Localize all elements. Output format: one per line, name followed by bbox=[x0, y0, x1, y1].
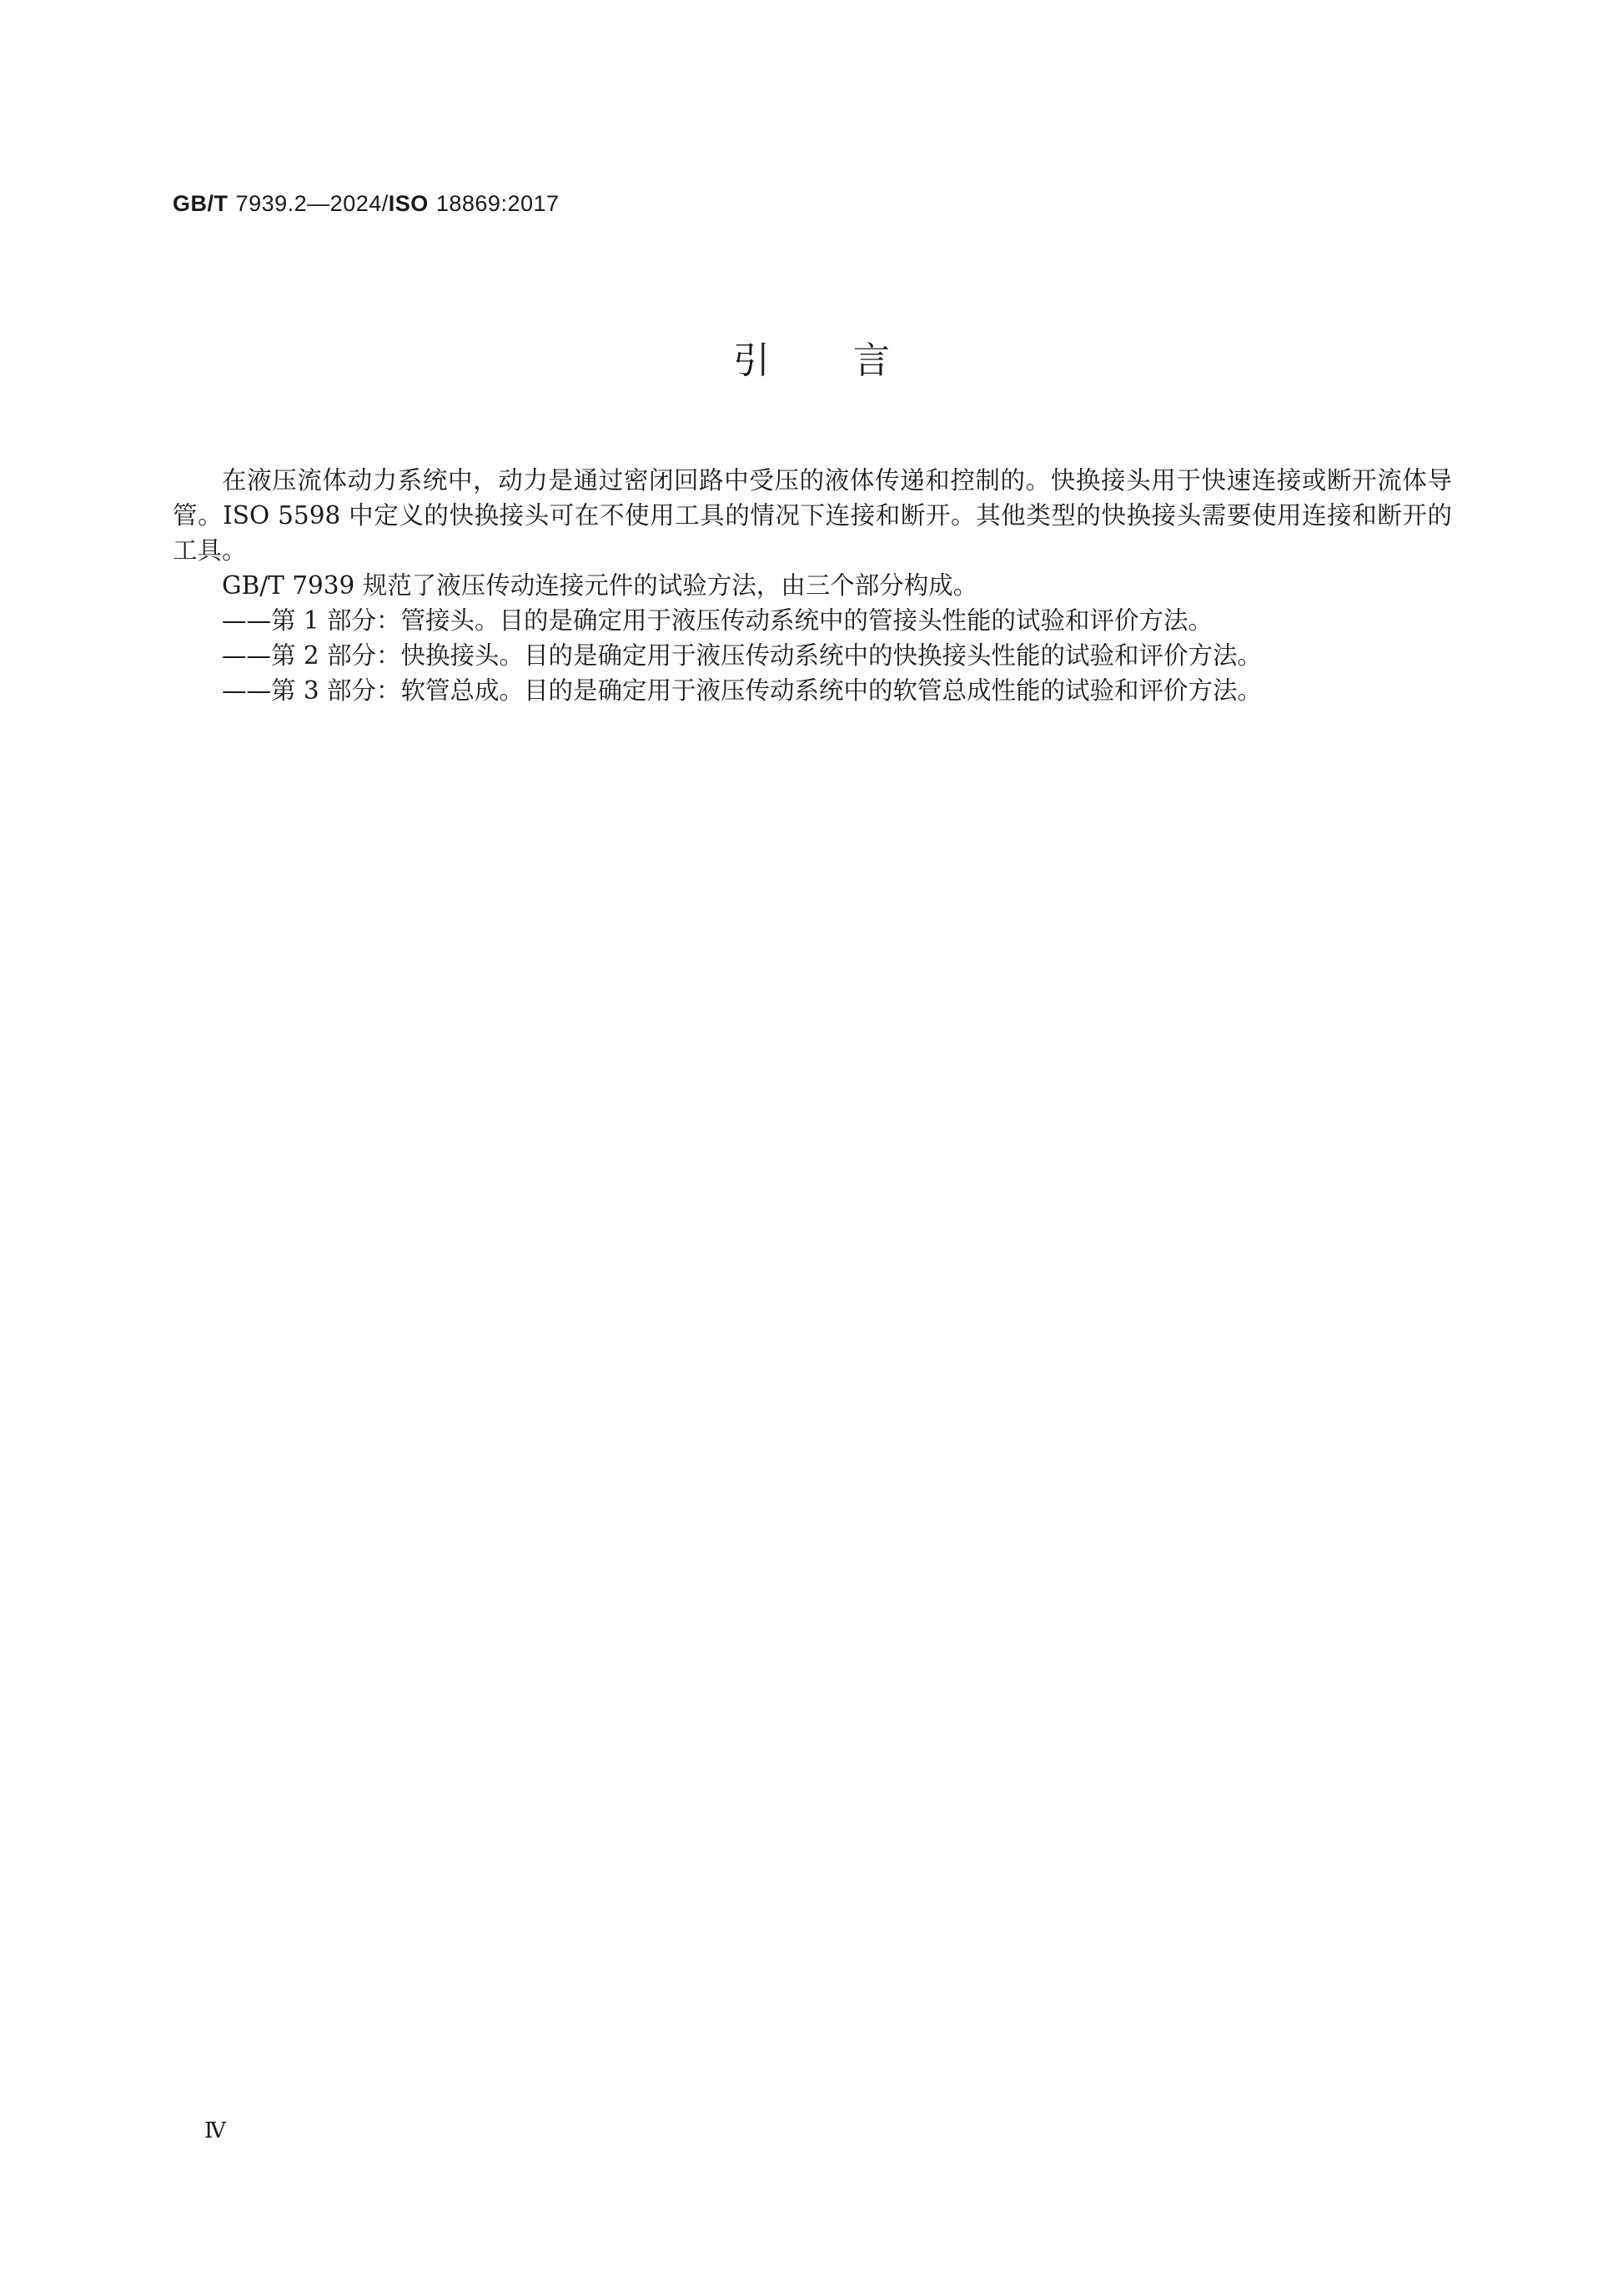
part-list-item: ——第 1 部分：管接头。目的是确定用于液压传动系统中的管接头性能的试验和评价方法。 bbox=[222, 606, 1213, 635]
part-list-item: ——第 2 部分：快换接头。目的是确定用于液压传动系统中的快换接头性能的试验和评价方法。 bbox=[222, 641, 1263, 670]
structure-paragraph: GB/T 7939 规范了液压传动连接元件的试验方法，由三个部分构成。 bbox=[222, 571, 978, 600]
section-title: 引言 bbox=[733, 339, 973, 382]
part-list-item: ——第 3 部分：软管总成。目的是确定用于液压传动系统中的软管总成性能的试验和评价方法。 bbox=[222, 676, 1263, 705]
standard-number: 7939.2—2024/ bbox=[235, 191, 389, 216]
standard-header bbox=[173, 191, 560, 217]
intro-paragraph: 在液压流体动力系统中，动力是通过密闭回路中受压的液体传递和控制的。快换接头用于快速连接或断开流体导管。ISO 5598 中定义的快换接头可在不使用工具的情况下连接和断开。其他类型的快换接头需要使用连接和断开的工具。 bbox=[173, 466, 1452, 565]
page-number: Ⅳ bbox=[204, 2118, 226, 2143]
introduction-body bbox=[173, 463, 1452, 708]
iso-number: 18869:2017 bbox=[435, 191, 560, 216]
standard-code-prefix: GB/T bbox=[173, 191, 229, 216]
iso-code-prefix: ISO bbox=[388, 191, 429, 216]
